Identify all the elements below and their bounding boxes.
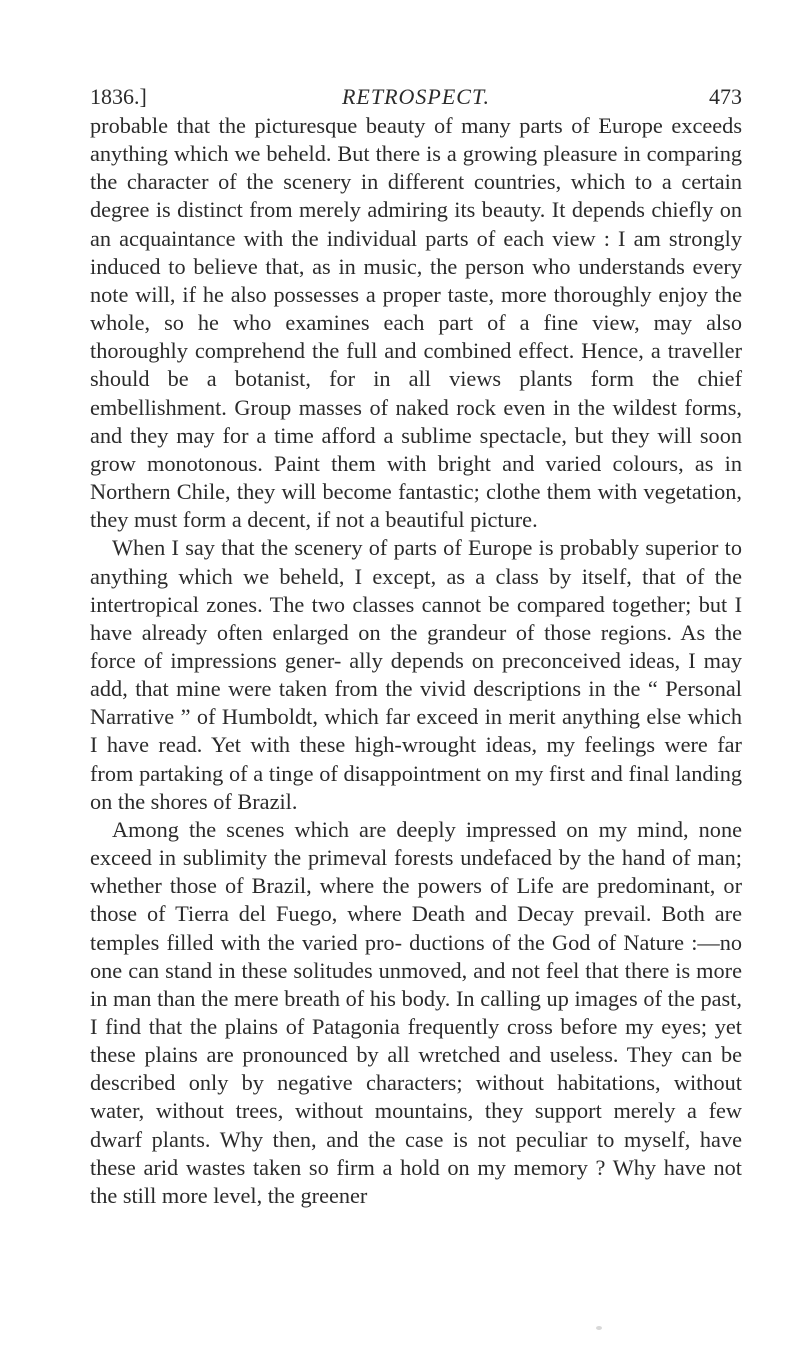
paragraph-2: When I say that the scenery of parts of Europe is probably superior to anything which we beheld, I except, as a class by itself, that of the intertropical zones. The two classes cannot be compared together; but I have already often enlarged on the grandeur of those regions. As the force of impressions gener- ally depends on preconceived ideas, I may add, that mine were taken from the vivid descriptions in the “ Personal Narrative ” of Humboldt, which far exceed in merit anything else which I have read. Yet with these high-wrought ideas, my feelings were far from partaking of a tinge of disappointment on my first and final landing on the shores of Brazil. — [90, 535, 742, 814]
paragraph-1: probable that the picturesque beauty of many parts of Europe exceeds anything which we beheld. But there is a growing pleasure in comparing the character of the scenery in different countries, which to a certain degree is distinct from merely admiring its beauty. It depends chiefly on an acquaintance with the individual parts of each view : I am strongly induced to believe that, as in music, the person who understands every note will, if he also possesses a proper taste, more thoroughly enjoy the whole, so he who examines each part of a fine view, may also thoroughly comprehend the full and combined effect. Hence, a traveller should be a botanist, for in all views plants form the chief embellishment. Group masses of naked rock even in the wildest forms, and they may for a time afford a sublime spectacle, but they will soon grow monotonous. Paint them with bright and varied colours, as in Northern Chile, they will become fantastic; clothe them with vegetation, they must form a decent, if not a beautiful picture. — [90, 113, 742, 533]
paragraph-3: Among the scenes which are deeply impressed on my mind, none exceed in sublimity the primeval forests undefaced by the hand of man; whether those of Brazil, where the powers of Life are predominant, or those of Tierra del Fuego, where Death and Decay prevail. Both are temples filled with the varied pro- ductions of the God of Nature :—no one can stand in these solitudes unmoved, and not feel that there is more in man than the mere breath of his body. In calling up images of the past, I find that the plains of Patagonia frequently cross before my eyes; yet these plains are pronounced by all wretched and useless. They can be described only by negative characters; without habitations, without water, without trees, without mountains, they support merely a few dwarf plants. Why then, and the case is not peculiar to myself, have these arid wastes taken so firm a hold on my memory ? Why have not the still more level, the greener — [90, 816, 742, 1208]
header-year: 1836.] — [90, 84, 147, 109]
body-text — [90, 112, 742, 1210]
running-head — [90, 82, 742, 112]
page-number: 473 — [709, 84, 742, 109]
header-title: RETROSPECT. — [341, 84, 491, 109]
paper-speck — [596, 1326, 602, 1330]
